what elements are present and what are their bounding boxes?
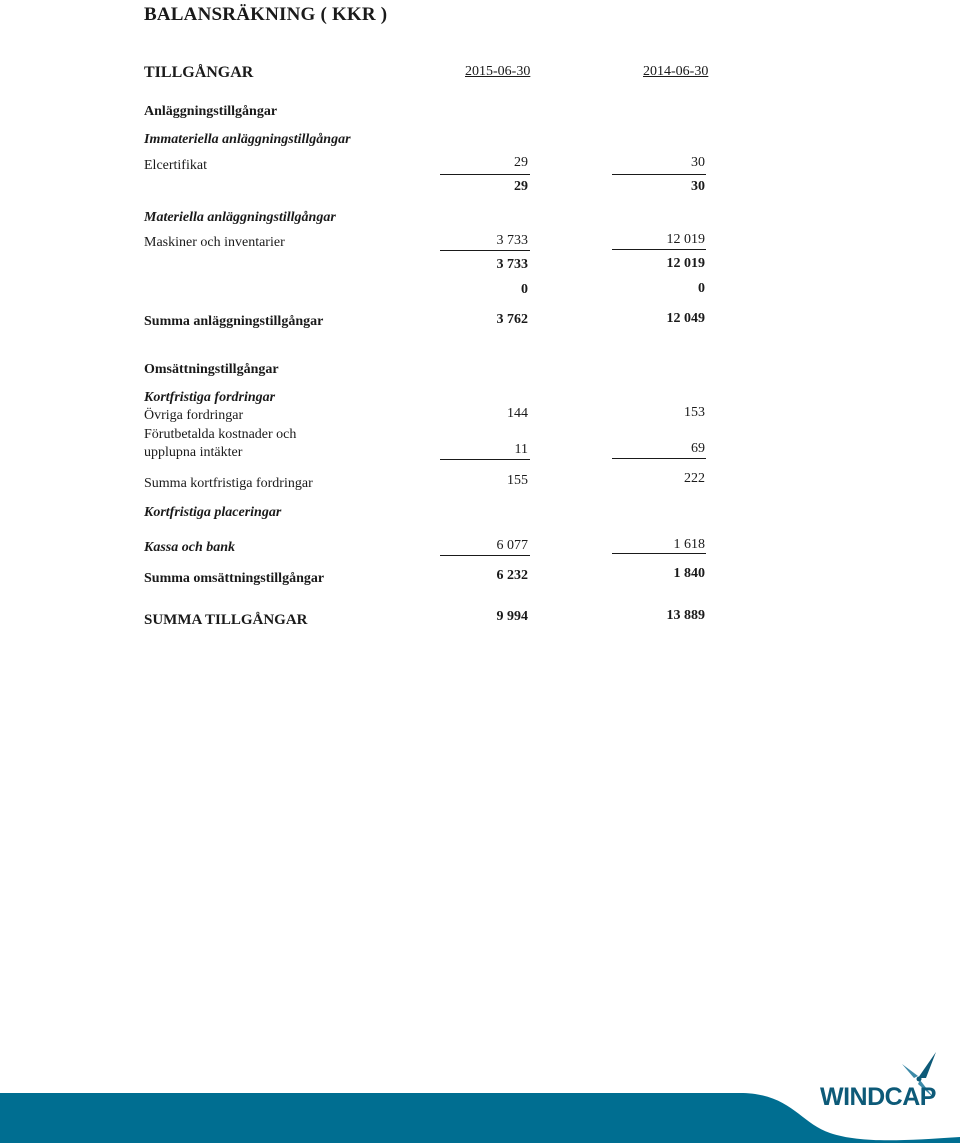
ovriga-fordringar-2014: 153 [684,405,705,420]
fixed-assets-heading: Anläggningstillgångar [144,104,278,119]
total-assets-2015: 9 994 [496,609,528,624]
current-assets-sum-2015: 6 232 [496,568,528,583]
kassa-bank-label: Kassa och bank [144,540,236,555]
fixed-assets-sum-2014: 12 049 [666,311,705,326]
column-date-2015: 2015-06-30 [465,64,531,79]
column-date-2014: 2014-06-30 [643,64,709,79]
underline [440,174,530,175]
maskiner-value-2014: 12 019 [666,232,705,247]
tangible-sum-2015: 3 733 [496,257,528,272]
forutbetalda-label-line2: upplupna intäkter [144,445,243,460]
receivables-sum-label: Summa kortfristiga fordringar [144,476,313,491]
forutbetalda-2014: 69 [691,441,705,456]
kassa-bank-2015: 6 077 [496,538,528,553]
underline [612,249,706,250]
elcertifikat-value-2014: 30 [691,155,705,170]
intangible-assets-heading: Immateriella anläggningstillgångar [144,132,351,147]
tangible-assets-heading: Materiella anläggningstillgångar [144,210,336,225]
intangible-sum-2015: 29 [514,179,528,194]
maskiner-value-2015: 3 733 [496,233,528,248]
fixed-assets-sum-label: Summa anläggningstillgångar [144,314,324,329]
receivables-sum-2014: 222 [684,471,705,486]
footer-band [0,1093,960,1143]
current-assets-sum-label: Summa omsättningstillgångar [144,571,325,586]
elcertifikat-label: Elcertifikat [144,158,207,173]
short-term-investments-heading: Kortfristiga placeringar [144,505,282,520]
tangible-sum-2014: 12 019 [666,256,705,271]
windcap-logo-text: WINDCAP [820,1083,936,1111]
elcertifikat-value-2015: 29 [514,155,528,170]
underline [440,555,530,556]
kassa-bank-2014: 1 618 [673,537,705,552]
current-assets-sum-2014: 1 840 [673,566,705,581]
balance-sheet-title: BALANSRÄKNING ( KKR ) [144,4,388,25]
underline [612,174,706,175]
zero-value-2015: 0 [521,282,528,297]
total-assets-2014: 13 889 [666,608,705,623]
underline [440,250,530,251]
underline [612,553,706,554]
assets-header: TILLGÅNGAR [144,64,254,81]
underline [612,458,706,459]
fixed-assets-sum-2015: 3 762 [496,312,528,327]
maskiner-label: Maskiner och inventarier [144,235,285,250]
short-term-receivables-heading: Kortfristiga fordringar [144,390,276,405]
zero-value-2014: 0 [698,281,705,296]
ovriga-fordringar-label: Övriga fordringar [144,408,244,423]
forutbetalda-2015: 11 [514,442,528,457]
forutbetalda-label-line1: Förutbetalda kostnader och [144,427,297,442]
underline [440,459,530,460]
intangible-sum-2014: 30 [691,179,705,194]
current-assets-heading: Omsättningstillgångar [144,362,279,377]
ovriga-fordringar-2015: 144 [507,406,528,421]
total-assets-label: SUMMA TILLGÅNGAR [144,612,308,628]
receivables-sum-2015: 155 [507,473,528,488]
